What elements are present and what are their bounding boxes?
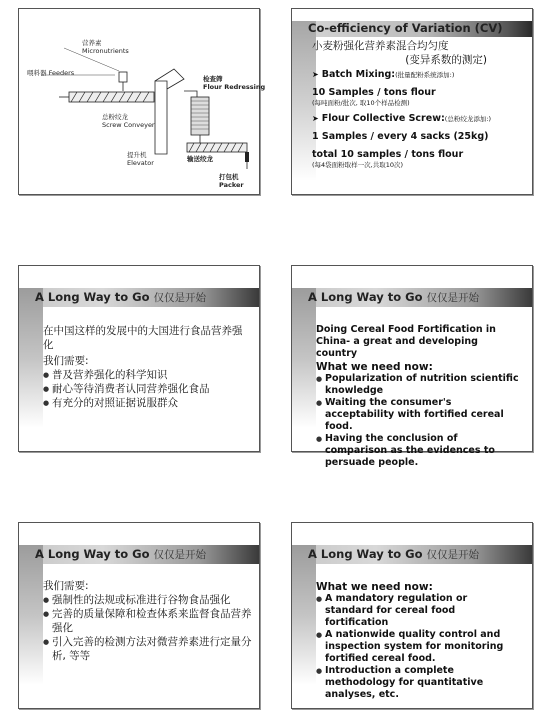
list-item: ● 完善的质量保障和检查体系来监督食品营养强化 (43, 607, 253, 635)
slide-long-way-cn-2 (18, 522, 260, 709)
list-item: ● Having the conclusion of comparison as the evidences to persuade people. (316, 433, 521, 469)
batch-mixing-row: ➤ Batch Mixing:(批量配粉系统添加:) (312, 69, 455, 80)
slide-title: A Long Way to Go 仅仅是开始 (35, 290, 206, 304)
subtitle-cn: 小麦粉强化营养素混合均匀度 (312, 40, 449, 52)
intro-text: 在中国这样的发展中的大国进行食品营养强化 (43, 325, 243, 351)
feeders-label: 喂料器 Feeders (27, 69, 75, 77)
slide-title: A Long Way to Go 仅仅是开始 (308, 290, 479, 304)
need-heading: What we need now: (316, 581, 433, 593)
side-fade (292, 288, 316, 428)
needs-list (43, 593, 253, 663)
elevator-label: 提升机 Elevator (127, 151, 154, 167)
transport-screw-label: 输送绞龙 (187, 155, 213, 163)
samples-line: 10 Samples / tons flour (312, 87, 436, 98)
slide-body (316, 324, 521, 469)
total-line: total 10 samples / tons flour (312, 149, 464, 160)
slide-long-way-en-2 (291, 522, 533, 709)
side-fade (19, 288, 43, 428)
list-item: ● A nationwide quality control and inspection system for monitoring fortified cereal food. (316, 629, 516, 665)
slide-long-way-en-1 (291, 265, 533, 468)
list-item: ● A mandatory regulation or standard for cereal food fortification (316, 593, 516, 629)
flour-redressing-label: 检查筛 Flour Redressing (203, 75, 266, 91)
intro-text: Doing Cereal Food Fortification in China- a great and developing country (316, 324, 496, 359)
flour-redressing-sifter (191, 97, 209, 135)
micronutrient-hopper (119, 72, 127, 82)
list-item: ● 引入完善的检测方法对微营养素进行定量分析, 等等 (43, 635, 253, 663)
slide-title: Co-efficiency of Variation (CV) (308, 21, 503, 35)
slide-body (316, 581, 516, 701)
slide-body (312, 39, 527, 170)
needs-list (316, 593, 516, 701)
slide-long-way-cn-1 (18, 265, 260, 452)
screw-conveyer-label: 总粉绞龙 Screw Conveyer (102, 113, 155, 129)
need-heading: 我们需要: (43, 580, 89, 592)
list-item: ● 强制性的法规或标准进行谷物食品强化 (43, 593, 253, 607)
subtitle-cn-2: (变异系数的测定) (405, 54, 487, 66)
list-item: ● Popularization of nutrition scientific knowledge (316, 373, 521, 397)
needs-list (43, 368, 248, 410)
samples-cn: (每吨面粉/批次, 取10个样品检测) (312, 99, 410, 107)
elevator (155, 81, 167, 154)
slide-coefficient-of-variation (291, 8, 533, 195)
slide-flour-process-diagram (18, 8, 266, 195)
packer-label: 打包机 Packer (219, 173, 244, 189)
slide-title: A Long Way to Go 仅仅是开始 (308, 547, 479, 561)
slide-body (43, 324, 248, 410)
packer-outlet (245, 152, 249, 162)
list-item: ● 普及营养强化的科学知识 (43, 368, 248, 382)
need-heading: What we need now: (316, 361, 433, 373)
one-sample-line: 1 Samples / every 4 sacks (25kg) (312, 131, 489, 142)
list-item: ● 有充分的对照证据说服群众 (43, 396, 248, 410)
side-fade (292, 545, 316, 685)
total-cn: (每4袋面粉取样一次,共取10次) (312, 161, 404, 169)
needs-list (316, 373, 521, 469)
list-item: ● 耐心等待消费者认同营养强化食品 (43, 382, 248, 396)
micronutrients-label: 营养素 Micronutrients (82, 39, 129, 55)
transport-screw (187, 143, 247, 152)
slide-body (43, 579, 253, 663)
list-item: ● Introduction a complete methodology for quantitative analyses, etc. (316, 665, 516, 701)
collective-row: ➤ Flour Collective Screw:(总粉绞龙添加:) (312, 113, 492, 124)
need-heading: 我们需要: (43, 355, 89, 367)
slide-title: A Long Way to Go 仅仅是开始 (35, 547, 206, 561)
list-item: ● Waiting the consumer's acceptability with fortified cereal food. (316, 397, 521, 433)
side-fade (19, 545, 43, 685)
